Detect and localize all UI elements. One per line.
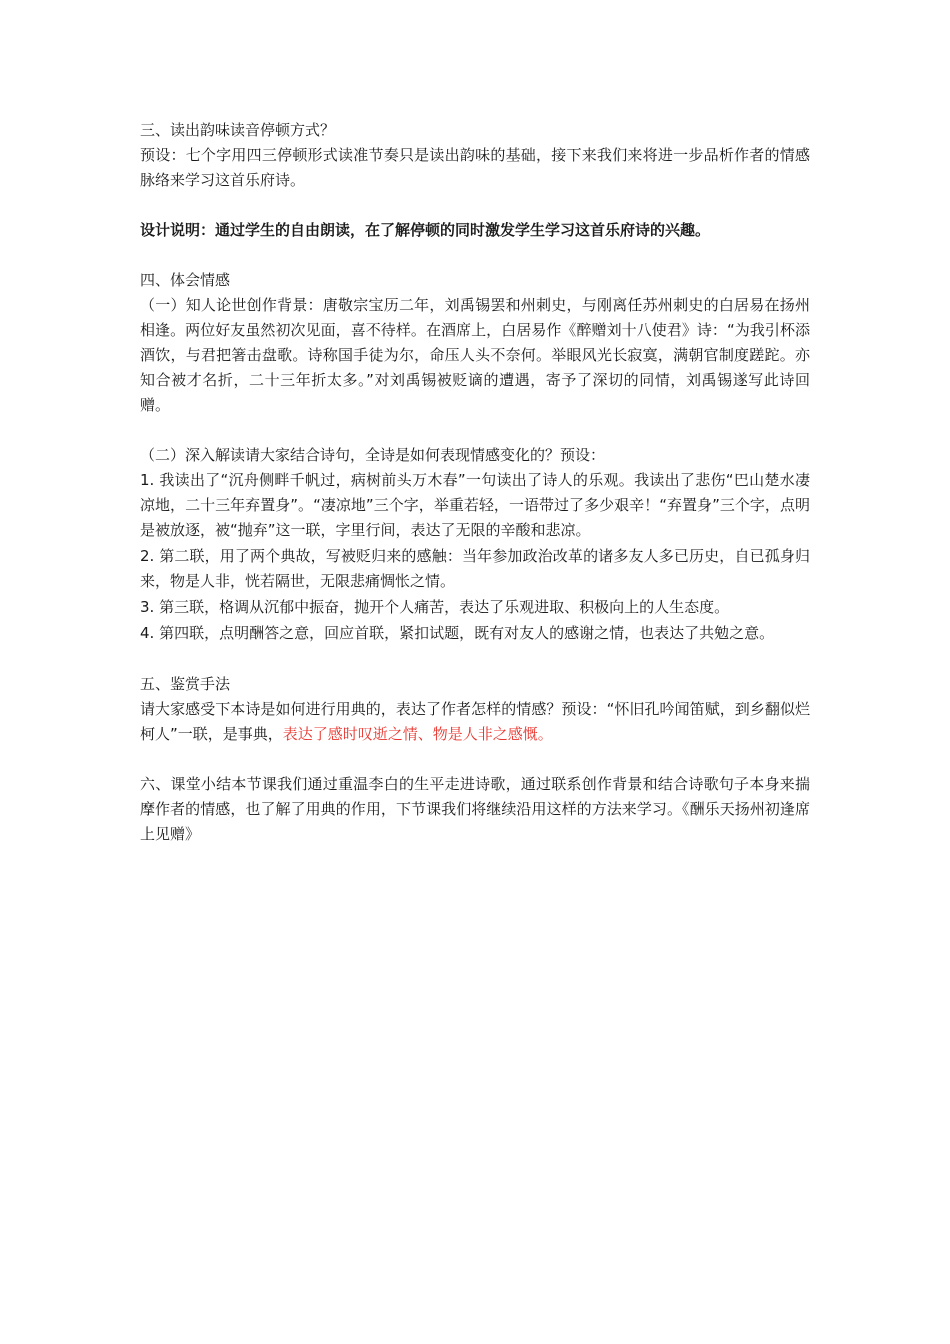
list-item: 3. 第三联，格调从沉郁中振奋，抛开个人痛苦，表达了乐观进取、积极向上的人生态度。 [140,598,730,616]
section5-body-highlight: 表达了感时叹逝之情、物是人非之感慨。 [282,725,553,743]
list-item: 2. 第二联，用了两个典故，写被贬归来的感触：当年参加政治改革的诸多友人多已历史，自已孤身归来，物是人非，恍若隔世，无限悲痛惆怅之情。 [140,547,810,590]
spacer [140,193,810,218]
section4-part1: （一）知人论世创作背景：唐敬宗宝历二年，刘禹锡罢和州刺史，与刚离任苏州刺史的白居易在扬州相逢。两位好友虽然初次见面，喜不待样。在酒席上，白居易作《醉赠刘十八使君》诗：“为我引杯添酒饮，与君把箸击盘歌。诗称国手徒为尔，命压人头不奈何。举眼风光长寂寞，满朝官制度蹉跎。亦知合被才名折，二十三年折太多。”对刘禹锡被贬谪的遭遇，寄予了深切的同情，刘禹锡遂写此诗回赠。 [140,296,810,414]
design-note: 设计说明：通过学生的自由朗读，在了解停顿的同时激发学生学习这首乐府诗的兴趣。 [140,221,711,239]
list-item: 4. 第四联，点明酬答之意，回应首联，紧扣试题，既有对友人的感谢之情，也表达了共勉之意。 [140,624,775,642]
spacer [140,747,810,772]
section6-body: 六、课堂小结本节课我们通过重温李白的生平走进诗歌，通过联系创作背景和结合诗歌句子本身来揣摩作者的情感，也了解了用典的作用，下节课我们将继续沿用这样的方法来学习。《酬乐天扬州初逢席上见赠》 [140,775,810,843]
spacer [140,418,810,443]
document-page [140,118,810,847]
spacer [140,647,810,672]
section4-part2-intro: （二）深入解读请大家结合诗句，全诗是如何表现情感变化的？预设： [140,446,606,464]
list-item: 1. 我读出了“沉舟侧畔千帆过，病树前头万木春”一句读出了诗人的乐观。我读出了悲伤“巴山楚水凄凉地，二十三年弃置身”。“凄凉地”三个字，举重若轻，一语带过了多少艰辛！“弃置身”三个字，点明是被放逐，被“抛弃”这一联，字里行间，表达了无限的辛酸和悲凉。 [140,471,810,539]
section4-heading: 四、体会情感 [140,271,231,289]
section5-body-plain: 请大家感受下本诗是如何进行用典的，表达了作者怎样的情感？预设：“怀旧孔吟闻笛赋，到乡翻似烂柯人”一联，是事典， [140,700,810,743]
section3-heading: 三、读出韵味读音停顿方式？ [140,121,336,139]
section5-body [140,697,810,747]
spacer [140,243,810,268]
section3-body: 预设：七个字用四三停顿形式读准节奏只是读出韵味的基础，接下来我们来将进一步品析作者的情感脉络来学习这首乐府诗。 [140,146,810,189]
section5-heading: 五、鉴赏手法 [140,675,231,693]
